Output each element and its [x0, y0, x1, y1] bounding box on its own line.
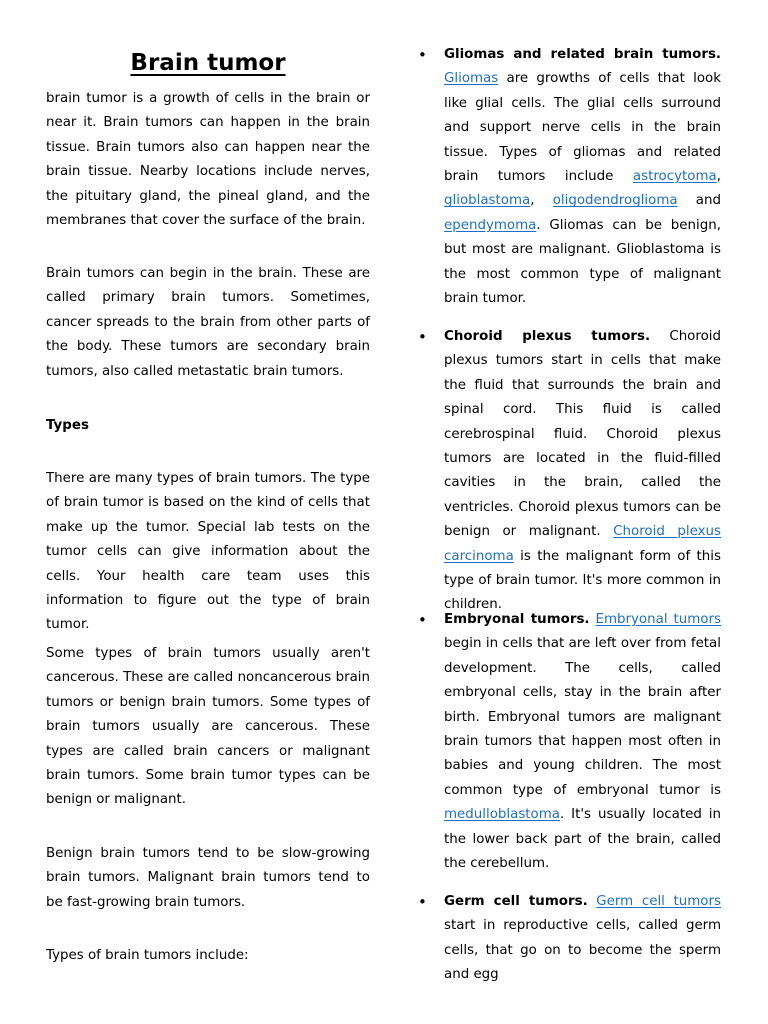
growth-speed-paragraph: Benign brain tumors tend to be slow-growing brain tumors. Malignant brain tumors tend to be fast-growing brain tumors. — [46, 846, 370, 910]
types-paragraph: There are many types of brain tumors. The type of brain tumor is based on the kind of cells that make up the tumor. Special lab tests on the tumor cells can give information about the cells. Your health care team uses this information to figure out the type of brain tumor. — [46, 471, 370, 633]
astrocytoma-link[interactable]: astrocytoma — [632, 169, 717, 185]
spacer — [588, 894, 597, 909]
gliomas-text: and — [677, 193, 722, 209]
medulloblastoma-link[interactable]: medulloblastoma — [444, 807, 560, 823]
oligodendroglioma-link[interactable]: oligodendroglioma — [552, 193, 678, 209]
gliomas-text: . Gliomas can be benign, but most are malignant. Glioblastoma is the most common type of malignant brain tumor. — [444, 217, 721, 307]
page-title: Brain tumor — [130, 50, 286, 76]
choroid-text: is the malignant form of this type of brain tumor. It's more common in children. — [444, 548, 721, 613]
gliomas-link[interactable]: Gliomas — [444, 71, 499, 87]
glioblastoma-link[interactable]: glioblastoma — [444, 193, 531, 209]
list-item-choroid-plexus — [418, 325, 721, 618]
list-item-embryonal — [418, 608, 721, 876]
types-include-label: Types of brain tumors include: — [46, 948, 249, 963]
types-heading: Types — [46, 418, 89, 433]
embryonal-text: . It's usually located in the lower back part of the brain, called the cerebellum. — [444, 807, 721, 872]
germ-cell-tumors-link[interactable]: Germ cell tumors — [596, 894, 721, 909]
embryonal-text: begin in cells that are left over from fetal development. The cells, called embryonal cells, stay in the brain after birth. Embryonal tumors are malignant brain tumors that happen most often in babies and young children. The most common type of embryonal tumor is — [444, 636, 721, 798]
embryonal-heading: Embryonal tumors. — [444, 612, 590, 627]
choroid-plexus-carcinoma-link[interactable]: Choroid plexus carcinoma — [444, 524, 721, 564]
list-item-gliomas — [418, 43, 721, 311]
ependymoma-link[interactable]: ependymoma — [444, 217, 537, 233]
embryonal-tumors-link[interactable]: Embryonal tumors — [595, 612, 721, 627]
primary-secondary-paragraph: Brain tumors can begin in the brain. These are called primary brain tumors. Sometimes, cancer spreads to the brain from other parts of the body. These tumors are secondary brain tumors, also called metastatic brain tumors. — [46, 266, 370, 379]
gliomas-text: are growths of cells that look like glial cells. The glial cells surround and support nerve cells in the brain tissue. Types of gliomas and related brain tumors include — [444, 71, 721, 185]
benign-malignant-paragraph: Some types of brain tumors usually aren't cancerous. These are called noncancerous brain tumors or benign brain tumors. Some types of brain tumors usually are cancerous. These types are called brain cancers or malignant brain tumors. Some brain tumor types can be benign or malignant. — [46, 646, 370, 808]
gliomas-heading: Gliomas and related brain tumors. — [444, 47, 721, 62]
germ-text: start in reproductive cells, called germ cells, that go on to become the sperm and egg — [444, 918, 721, 983]
list-item-germ-cell — [418, 890, 721, 988]
separator: , — [716, 169, 721, 185]
choroid-heading: Choroid plexus tumors. — [444, 329, 651, 344]
intro-paragraph: brain tumor is a growth of cells in the brain or near it. Brain tumors can happen in the brain tissue. Brain tumors also can happen near the brain tissue. Nearby locations include nerves, the pituitary gland, the pineal gland, and the membranes that cover the surface of the brain. — [46, 91, 370, 229]
germ-heading: Germ cell tumors. — [444, 894, 588, 909]
choroid-text: Choroid plexus tumors start in cells that make the fluid that surrounds the brain and spinal cord. This fluid is called cerebrospinal fluid. Choroid plexus tumors are located in the fluid-filled cavities in the brain, called the ventricles. Choroid plexus tumors can be benign or malignant. — [444, 329, 721, 540]
separator: , — [530, 193, 553, 209]
